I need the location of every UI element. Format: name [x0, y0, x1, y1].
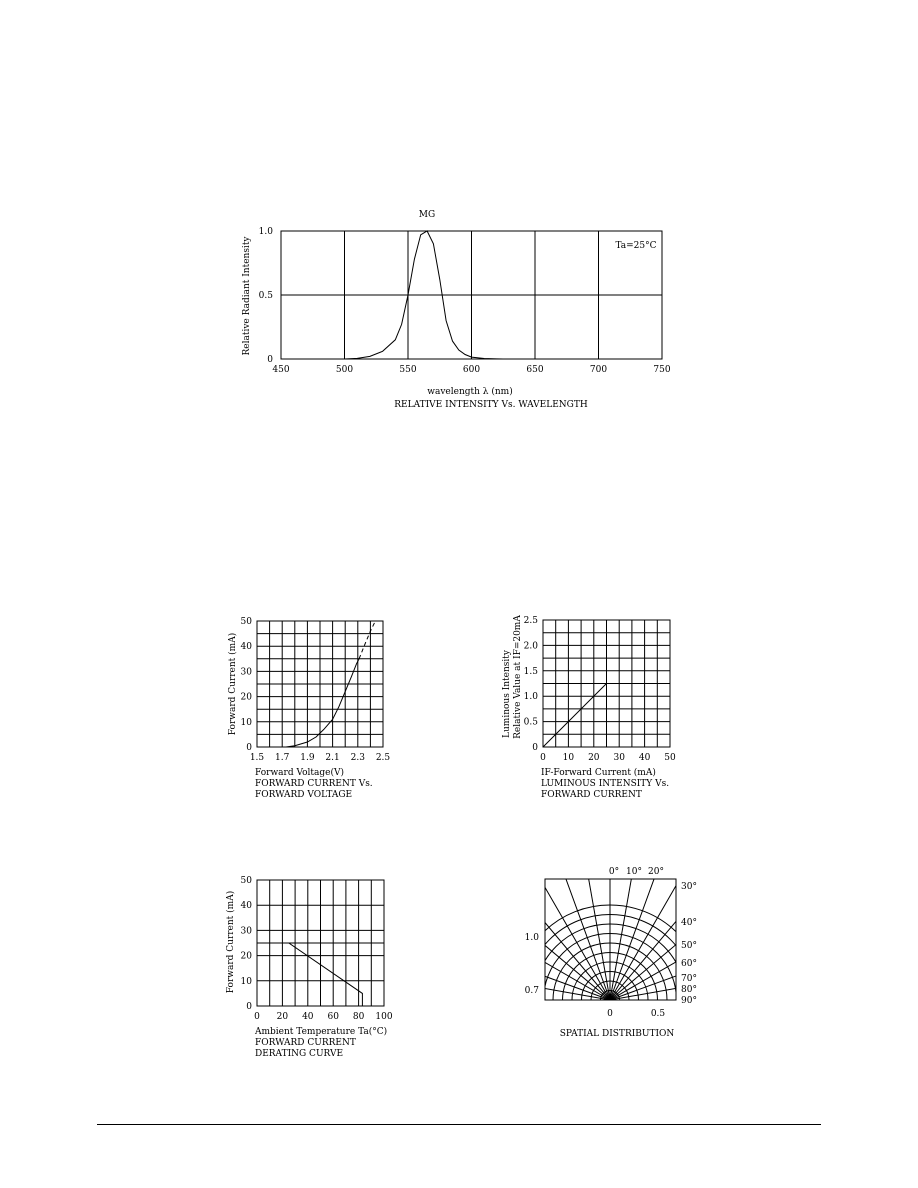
derating-series-line [257, 943, 362, 1006]
derating-y-tick-label: 0 [246, 1002, 252, 1012]
spatial-angle-label-top: 10° [626, 867, 642, 877]
lum-series-line [543, 684, 607, 748]
derating-x-tick-label: 60 [327, 1012, 339, 1022]
spatial-caption: SPATIAL DISTRIBUTION [559, 1029, 675, 1039]
iv-y-tick-label: 0 [246, 743, 252, 753]
derating-caption-line-1: FORWARD CURRENT [255, 1038, 356, 1048]
lum-x-tick-label: 10 [562, 753, 575, 763]
iv-y-ticks [241, 617, 253, 753]
spectrum-x-tick-label: 650 [526, 365, 544, 375]
spatial-angle-label-right: 80° [681, 985, 697, 995]
spectrum-xlabel: wavelength λ (nm) [427, 387, 513, 397]
spectrum-y-tick-label: 0.5 [258, 291, 273, 301]
iv-y-tick-label: 10 [240, 717, 252, 728]
iv-grid [257, 621, 383, 747]
derating-y-tick-label: 50 [240, 876, 252, 886]
luminous-y-ticks [524, 616, 539, 753]
lum-y-tick-label: 0 [532, 743, 538, 753]
iv-chart [227, 617, 390, 800]
derating-caption-line-2: DERATING CURVE [255, 1049, 344, 1059]
iv-x-tick-label: 2.5 [375, 753, 391, 763]
iv-x-ticks [250, 753, 391, 763]
iv-x-tick-label: 1.7 [275, 753, 290, 763]
spatial-bottom-label: 0 [607, 1009, 613, 1019]
derating-x-tick-label: 20 [276, 1012, 289, 1022]
spatial-angle-label-right: 30° [681, 882, 697, 892]
spatial-chart [410, 800, 810, 1095]
luminous-caption-line-1: LUMINOUS INTENSITY Vs. [541, 779, 670, 789]
spatial-angle-label-right: 60° [681, 959, 697, 969]
luminous-curve-group [543, 684, 607, 748]
derating-y-ticks [241, 876, 253, 1012]
spectrum-x-tick-label: 600 [462, 365, 481, 375]
spatial-angle-label-top: 0° [608, 867, 620, 877]
spectrum-y-ticks [259, 227, 274, 365]
lum-y-tick-label: 2.0 [523, 641, 538, 652]
spatial-angle-label-top: 20° [648, 867, 664, 877]
lum-x-tick-label: 0 [540, 753, 546, 763]
spatial-grid [410, 800, 810, 1095]
derating-curve-group [257, 943, 362, 1006]
derating-chart [225, 876, 393, 1059]
spectrum-x-tick-label: 500 [335, 365, 354, 375]
derating-x-ticks [254, 1012, 393, 1022]
lum-y-tick-label: 0.5 [523, 717, 538, 728]
derating-x-tick-label: 80 [352, 1012, 365, 1022]
iv-x-tick-label: 2.1 [325, 753, 340, 763]
iv-ylabel: Forward Current (mA) [228, 632, 238, 736]
iv-y-tick-label: 20 [240, 692, 252, 703]
spatial-angle-label-right: 70° [681, 974, 697, 984]
lum-x-tick-label: 40 [638, 753, 651, 763]
lum-y-tick-label: 2.5 [523, 616, 538, 626]
spectrum-x-tick-label: 550 [399, 365, 417, 375]
luminous-x-ticks [540, 753, 676, 763]
derating-y-tick-label: 20 [240, 951, 252, 962]
iv-y-tick-label: 50 [240, 617, 252, 627]
spectrum-y-tick-label: 0 [267, 355, 273, 365]
spectrum-x-tick-label: 700 [589, 365, 608, 375]
iv-y-tick-label: 40 [240, 642, 252, 653]
iv-y-tick-label: 30 [240, 667, 252, 678]
spectrum-caption: RELATIVE INTENSITY Vs. WAVELENGTH [394, 400, 588, 410]
spectrum-y-tick-label: 1.0 [258, 227, 273, 237]
spatial-angle-label-right: 50° [681, 941, 697, 951]
lum-y-tick-label: 1.0 [523, 692, 538, 703]
iv-caption-line-2: FORWARD VOLTAGE [255, 790, 353, 800]
spectrum-x-tick-label: 750 [653, 365, 671, 375]
iv-xlabel: Forward Voltage(V) [255, 768, 345, 778]
spatial-angle-label-right: 90° [681, 996, 697, 1006]
spatial-radial-line [437, 900, 610, 1000]
iv-x-tick-label: 1.9 [300, 753, 315, 763]
spectrum-chart [242, 210, 671, 410]
iv-series-line [359, 621, 375, 659]
derating-x-tick-label: 40 [302, 1012, 314, 1022]
footer-rule [97, 1124, 821, 1125]
luminous-chart [502, 615, 676, 800]
derating-x-tick-label: 100 [375, 1012, 393, 1022]
spectrum-x-ticks [272, 365, 670, 375]
luminous-caption-line-2: FORWARD CURRENT [541, 790, 642, 800]
spatial-left-label: 1.0 [524, 933, 539, 943]
spectrum-title: MG [418, 210, 436, 220]
spectrum-ylabel: Relative Radiant Intensity [242, 236, 252, 356]
luminous-ylabel-line-1: Luminous Intensity [502, 650, 512, 738]
spatial-bottom-label: 0.5 [650, 1009, 666, 1019]
spectrum-grid [281, 231, 662, 359]
luminous-xlabel: IF-Forward Current (mA) [541, 768, 656, 778]
derating-y-tick-label: 40 [240, 901, 252, 912]
iv-caption-line-1: FORWARD CURRENT Vs. [255, 779, 373, 789]
iv-series-line [286, 659, 359, 747]
derating-x-tick-label: 0 [254, 1012, 260, 1022]
iv-x-tick-label: 2.3 [350, 753, 365, 763]
lum-x-tick-label: 50 [664, 753, 676, 763]
spatial-angle-label-right: 40° [681, 918, 697, 928]
derating-y-tick-label: 30 [240, 926, 252, 937]
iv-x-tick-label: 1.5 [249, 753, 265, 763]
lum-x-tick-label: 30 [613, 753, 625, 763]
spatial-left-label: 0.7 [524, 986, 539, 996]
lum-y-tick-label: 1.5 [523, 666, 538, 677]
derating-y-tick-label: 10 [240, 976, 252, 987]
spectrum-annotation: Ta=25°C [615, 241, 657, 251]
derating-xlabel: Ambient Temperature Ta(°C) [255, 1027, 388, 1037]
spectrum-x-tick-label: 450 [272, 365, 290, 375]
luminous-ylabel-line-2: Relative Value at IF=20mA [513, 615, 523, 739]
lum-x-tick-label: 20 [588, 753, 600, 763]
derating-ylabel: Forward Current (mA) [226, 890, 236, 994]
